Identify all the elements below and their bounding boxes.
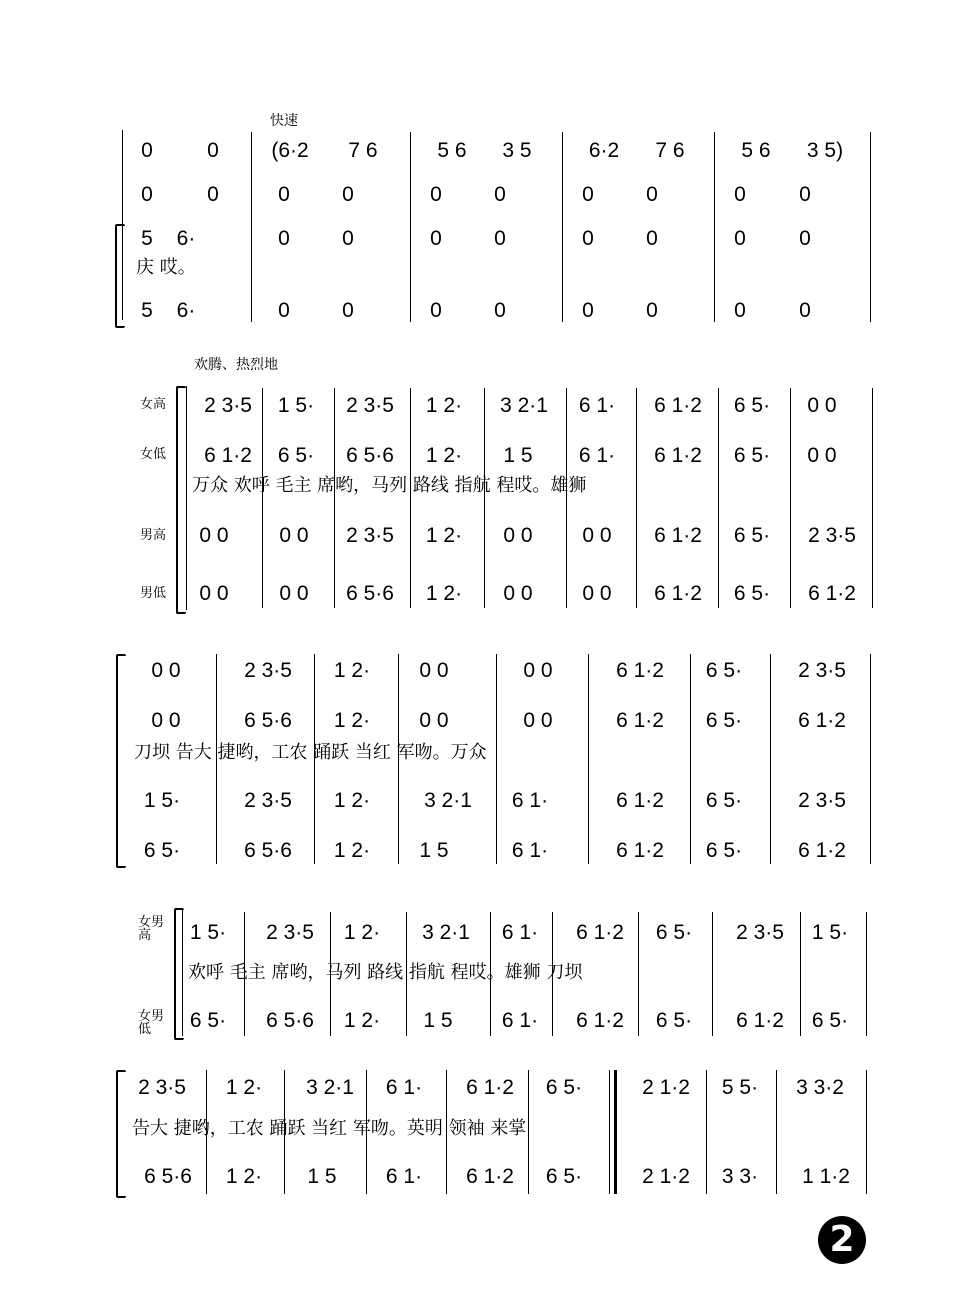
barline [528,1070,529,1194]
note-group: 1 2· [333,789,371,812]
barline [484,388,485,608]
note-group: 3 3· [721,1165,759,1188]
note-group: 1 5· [811,921,849,944]
note-group: 6 1·2 [576,1009,624,1032]
system-left-barline [186,386,187,610]
note-group: 0 [141,139,153,162]
note-group: 6 1·2 [616,709,664,732]
note-group: 6 1·2 [654,524,702,547]
note-group: 6·2 [588,139,620,162]
note-group: 6 5·6 [266,1009,314,1032]
part-label-tenor: 男高 [140,528,167,543]
note-group: 1 2· [425,394,463,417]
barline [870,654,871,864]
note-group: 0 0 [582,582,612,605]
barline [566,388,567,608]
barline [284,1070,285,1194]
part-label-soprano: 女高 [140,397,167,412]
repeat-barline-thin [609,1070,610,1194]
barline [262,388,263,608]
note-group: 6 1· [385,1165,423,1188]
note-group: 6 1· [385,1076,423,1099]
barline [244,912,245,1036]
note-group: 0 [494,183,506,206]
note-group: 6 5·6 [144,1165,192,1188]
barline [251,132,252,322]
note-group: 5 [141,299,153,322]
note-group: 2 3·5 [138,1076,186,1099]
note-group: 0 [207,183,219,206]
note-group: 6 5· [705,789,743,812]
s4-lyrics: 欢呼 毛主 席哟，马列 路线 指航 程哎。雄狮 刀坝 [188,962,583,983]
barline [712,912,713,1036]
note-group: 6 5· [733,524,771,547]
note-group: 0 0 [419,659,449,682]
note-group: 2 3·5 [266,921,314,944]
note-group: 0 [141,183,153,206]
note-group: 1 2· [333,709,371,732]
note-group: 2 3·5 [798,659,846,682]
note-group: 2 1·2 [642,1076,690,1099]
note-group: 0 [494,299,506,322]
note-group: 3 2·1 [500,394,548,417]
note-group: 6 1· [511,839,549,862]
barline [870,132,871,322]
barline [706,1070,707,1194]
note-group: 0 [734,183,746,206]
note-group: 0 [342,299,354,322]
note-group: 0 [430,183,442,206]
s5-lyrics: 告大 捷哟，工农 踊跃 当红 军吻。英明 领袖 来掌 [132,1118,527,1139]
note-group: 0 [207,139,219,162]
barline [562,132,563,322]
note-group: 1 2· [425,524,463,547]
note-group: 6 1·2 [616,789,664,812]
note-group: (6·2 [271,139,309,162]
barline [636,388,637,608]
note-group: 1 2· [333,839,371,862]
note-group: 0 [734,227,746,250]
note-group: 2 3·5 [798,789,846,812]
note-group: 0 [582,227,594,250]
system-bracket [174,908,184,1040]
barline [314,654,315,864]
note-group: 1 2· [225,1076,263,1099]
barline [872,388,873,608]
note-group: 0 0 [199,524,229,547]
note-group: 0 [342,227,354,250]
barline [718,388,719,608]
note-group: 2 3·5 [204,394,252,417]
tempo-mark-fast: 快速 [270,113,298,129]
barline [690,654,691,864]
note-group: 5 6 [437,139,467,162]
barline [714,132,715,322]
note-group: 5 [141,227,153,250]
note-group: 6 1·2 [204,444,252,467]
barline [398,654,399,864]
note-group: 3 5) [806,139,844,162]
tempo-mark-joyful: 欢腾、热烈地 [194,357,278,373]
note-group: 1 2· [343,921,381,944]
note-group: 0 0 [151,709,181,732]
s1-lyrics: 庆 哎。 [136,257,196,278]
note-group: 3 5 [502,139,532,162]
part-label-low: 女男低 [138,1009,165,1037]
note-group: 6 5·6 [244,839,292,862]
note-group: 6 1·2 [736,1009,784,1032]
barline [866,1070,867,1194]
note-group: 6 5· [189,1009,227,1032]
note-group: 6· [176,227,196,250]
barline [770,654,771,864]
note-group: 2 3·5 [346,394,394,417]
note-group: 0 [582,183,594,206]
note-group: 3 2·1 [306,1076,354,1099]
note-group: 2 3·5 [244,659,292,682]
note-group: 1 1·2 [802,1165,850,1188]
note-group: 0 0 [503,524,533,547]
note-group: 6 1· [501,1009,539,1032]
s2-lyrics: 万众 欢呼 毛主 席哟，马列 路线 指航 程哎。雄狮 [192,475,587,496]
note-group: 0 0 [279,582,309,605]
note-group: 0 [430,227,442,250]
note-group: 3 2·1 [424,789,472,812]
note-group: 2 1·2 [642,1165,690,1188]
note-group: 6 5· [733,394,771,417]
note-group: 1 5 [503,444,533,467]
note-group: 6 5· [143,839,181,862]
page-number-badge: 2 [818,1216,866,1264]
note-group: 6 5· [705,709,743,732]
note-group: 1 2· [425,444,463,467]
note-group: 0 0 [279,524,309,547]
note-group: 6 5· [811,1009,849,1032]
note-group: 0 [494,227,506,250]
note-group: 1 2· [343,1009,381,1032]
note-group: 6· [176,299,196,322]
note-group: 0 0 [582,524,612,547]
note-group: 5 5· [721,1076,759,1099]
note-group: 1 2· [425,582,463,605]
note-group: 0 0 [523,709,553,732]
note-group: 6 1·2 [466,1076,514,1099]
barline [216,654,217,864]
note-group: 7 6 [655,139,685,162]
note-group: 6 5· [277,444,315,467]
note-group: 6 5· [655,1009,693,1032]
note-group: 6 1·2 [654,444,702,467]
note-group: 6 1· [501,921,539,944]
note-group: 0 0 [503,582,533,605]
note-group: 1 5 [419,839,449,862]
note-group: 1 5 [423,1009,453,1032]
note-group: 0 [646,227,658,250]
note-group: 0 0 [807,394,837,417]
note-group: 0 0 [151,659,181,682]
note-group: 0 [582,299,594,322]
note-group: 2 3·5 [244,789,292,812]
repeat-barline-thick [614,1070,617,1194]
note-group: 0 [734,299,746,322]
note-group: 6 1·2 [616,839,664,862]
note-group: 6 1·2 [798,839,846,862]
note-group: 6 1· [578,444,616,467]
note-group: 6 5·6 [346,582,394,605]
note-group: 6 5·6 [346,444,394,467]
note-group: 0 [342,183,354,206]
note-group: 0 [278,299,290,322]
barline [366,1070,367,1194]
note-group: 3 3·2 [796,1076,844,1099]
note-group: 6 5· [733,582,771,605]
note-group: 6 1·2 [466,1165,514,1188]
barline [206,1070,207,1194]
barline [790,388,791,608]
note-group: 0 [278,227,290,250]
part-label-alto: 女低 [140,447,167,462]
system-bracket [176,386,186,614]
barline [800,912,801,1036]
note-group: 2 3·5 [808,524,856,547]
note-group: 6 5· [545,1165,583,1188]
note-group: 0 0 [523,659,553,682]
barline [330,912,331,1036]
note-group: 6 1· [578,394,616,417]
note-group: 0 [646,183,658,206]
note-group: 2 3·5 [736,921,784,944]
system-brace [116,1070,126,1198]
barline [406,912,407,1036]
note-group: 5 6 [741,139,771,162]
note-group: 0 [278,183,290,206]
note-group: 0 [799,183,811,206]
barline [496,654,497,864]
note-group: 0 [646,299,658,322]
note-group: 0 [799,299,811,322]
barline [638,912,639,1036]
note-group: 2 3·5 [346,524,394,547]
part-label-high: 女男高 [138,915,165,943]
note-group: 6 1·2 [576,921,624,944]
barline [588,654,589,864]
note-group: 1 5 [307,1165,337,1188]
system-brace [116,654,126,868]
barline [410,132,411,322]
note-group: 1 5· [189,921,227,944]
note-group: 6 5·6 [244,709,292,732]
note-group: 6 1· [511,789,549,812]
barline [446,1070,447,1194]
barline [410,388,411,608]
system-brace [115,224,125,328]
note-group: 6 1·2 [616,659,664,682]
note-group: 6 5· [733,444,771,467]
note-group: 1 5· [143,789,181,812]
note-group: 7 6 [348,139,378,162]
barline [866,912,867,1036]
barline [334,388,335,608]
note-group: 0 0 [199,582,229,605]
part-label-bass: 男低 [140,586,167,601]
note-group: 6 1·2 [654,582,702,605]
note-group: 1 2· [333,659,371,682]
note-group: 6 5· [545,1076,583,1099]
note-group: 0 0 [807,444,837,467]
note-group: 6 1·2 [808,582,856,605]
note-group: 6 5· [705,659,743,682]
note-group: 6 1·2 [798,709,846,732]
note-group: 6 5· [655,921,693,944]
barline [776,1070,777,1194]
note-group: 1 2· [225,1165,263,1188]
barline [490,912,491,1036]
note-group: 1 5· [277,394,315,417]
note-group: 0 [430,299,442,322]
note-group: 0 [799,227,811,250]
note-group: 3 2·1 [422,921,470,944]
note-group: 6 1·2 [654,394,702,417]
note-group: 6 5· [705,839,743,862]
note-group: 0 0 [419,709,449,732]
barline [552,912,553,1036]
s3-lyrics: 刀坝 告大 捷哟，工农 踊跃 当红 军吻。万众 [134,742,487,763]
